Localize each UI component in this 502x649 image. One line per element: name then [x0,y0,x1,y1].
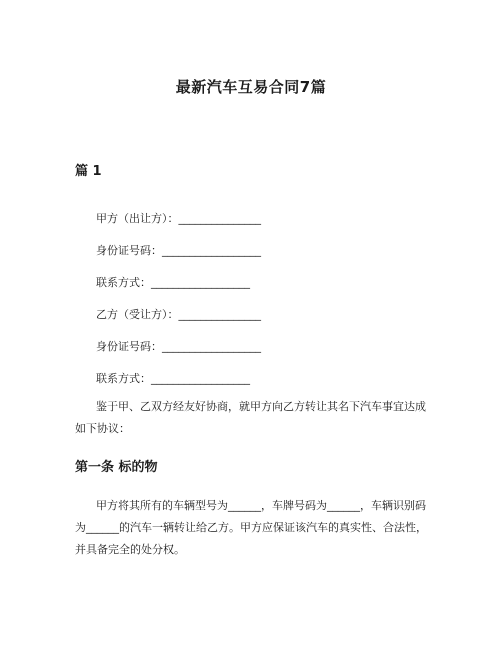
party-a-name-field: 甲方（出让方）：_______________ [96,212,261,225]
section-heading: 篇 1 [75,164,102,179]
article-paragraph: 甲方将其所有的车辆型号为______，车牌号码为______，车辆识别码为______的汽车一辆转让给乙方。甲方应保证该汽车的真实性、合法性，并具备完全的处分权。 [75,499,427,556]
intro-paragraph: 鉴于甲、乙双方经友好协商，就甲方向乙方转让其名下汽车事宜达成如下协议： [75,400,426,435]
party-b-name-field: 乙方（受让方）：_______________ [96,308,261,321]
document-title: 最新汽车互易合同7篇 [175,78,327,96]
party-b-contact-field: 联系方式：__________________ [96,372,250,385]
party-a-contact-field: 联系方式：__________________ [96,276,250,289]
party-b-id-field: 身份证号码：__________________ [96,340,261,353]
article-heading: 第一条 标的物 [75,460,158,475]
party-a-id-field: 身份证号码：__________________ [96,244,261,257]
